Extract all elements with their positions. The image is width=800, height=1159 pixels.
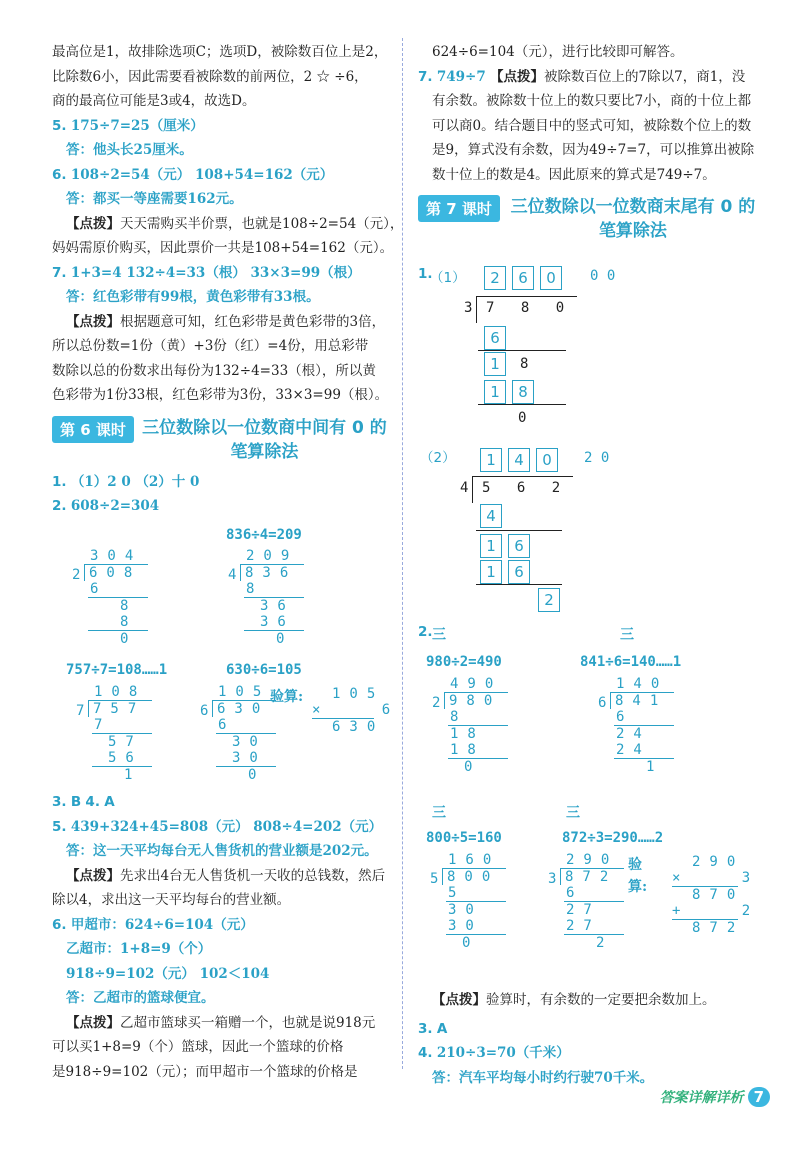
quotient-box: 0 [536, 448, 558, 472]
l7-check-label-1: 验 [628, 857, 642, 873]
l6-q6-tip-line-2: 可以买1+8=9（个）篮球，因此一个篮球的价格 [52, 1039, 344, 1055]
q7-equation: 1+3=4 132÷4=33（根） 33×3=99（根） [70, 264, 361, 281]
l6-q4-number: 4. [85, 794, 100, 810]
r-q7-tip-line-5: 数十位上的数是4。因此原来的算式是749÷7。 [432, 166, 716, 183]
l7-q1-p2-quotient-boxes [480, 448, 564, 472]
l6-q2-eq1: 608÷2=304 [70, 498, 160, 514]
step-box-4: 4 [480, 504, 508, 528]
l7-q2-eq1: 980÷2=490 [426, 654, 502, 670]
remainder-0: 0 [518, 410, 527, 426]
q6-answer: 答：都买一等座需要162元。 [66, 191, 243, 207]
quotient-box: 6 [512, 266, 534, 290]
check-290-times-3-plus-2: 290 × 3 870 + 2 872 [672, 854, 760, 936]
l7-q4-answer: 答：汽车平均每小时约行驶70千米。 [432, 1069, 654, 1086]
l6-q6-eq1: 甲超市：624÷6=104（元） [70, 916, 254, 933]
l6-q6-eq2: 乙超市：1+8=9（个） [66, 941, 212, 957]
quotient-box: 1 [480, 448, 502, 472]
column-divider [402, 38, 403, 1069]
l7-q2-word-4: 三 [566, 805, 580, 821]
lesson-7-title: 三位数除以一位数商末尾有 0 的笔算除法 [510, 197, 756, 241]
q6-equation: 108÷2=54（元） 108+54=162（元） [70, 166, 334, 183]
l6-q2-eq4: 630÷6=105 [226, 662, 302, 678]
division-630-by-6: 105 630 6 6 30 30 0 [200, 684, 276, 783]
r-q7-tip-line-2: 有余数。被除数十位上的数只要比7小，商的十位上都 [432, 93, 752, 109]
intro-line-1: 最高位是1，故排除选项C；选项D，被除数百位上是2， [52, 44, 388, 60]
division-841-by-6: 140 841 6 6 24 24 1 [598, 676, 674, 775]
l6-q5-tip-label: 【点拨】 [66, 867, 120, 884]
quotient-box: 0 [540, 266, 562, 290]
l7-q2-word-1: 三 [432, 627, 446, 643]
l7-q2-word-3: 三 [432, 805, 446, 821]
l7-q3-answer: A [436, 1020, 448, 1037]
right-column-lower [418, 988, 758, 1090]
r-q7-tip-line-1: 被除数百位上的7除以7，商1，没 [544, 68, 746, 85]
l6-q6-eq3: 918÷9=102（元） 102＜104 [66, 965, 270, 982]
footer-label: 答案详解详析 [659, 1090, 744, 1106]
l6-q6-number: 6. [52, 916, 67, 933]
l6-q4-answer: A [104, 794, 115, 810]
l6-q1-answer: （1）2 0 （2）十 0 [70, 473, 200, 490]
l7-q3-number: 3. [418, 1020, 433, 1037]
l7-tip-label: 【点拨】 [432, 992, 486, 1008]
r-q7-tip-line-4: 是9，算式没有余数，因为49÷7=7，可以推算出被除 [432, 142, 755, 158]
l7-q2-number: 2. [418, 624, 433, 640]
l6-q5-tip-line-2: 除以4，求出这一天平均每台的营业额。 [52, 892, 291, 908]
l7-q1-part1: （1） [430, 270, 466, 286]
q7-tip-line-3: 数除以总的份数求出每份为132÷4=33（根），所以黄 [52, 362, 376, 379]
l7-q4-number: 4. [418, 1045, 433, 1061]
l6-q6-tip-label: 【点拨】 [66, 1014, 120, 1031]
q7-number: 7. [52, 264, 67, 281]
l6-q3-answer: B [70, 794, 82, 810]
division-bar [476, 530, 562, 531]
intro-line-3: 商的最高位可能是3或4，故选D。 [52, 93, 256, 109]
lesson-7-header [418, 195, 758, 243]
l6-q6-tip-line-1: 乙超市篮球买一箱赠一个，也就是说918元 [120, 1014, 376, 1031]
q7-tip-label: 【点拨】 [66, 313, 120, 330]
q7-tip-line-4: 色彩带为1份33根，红色彩带为3份，33×3=99（根）。 [52, 387, 389, 403]
division-872-by-3: 290 872 3 6 27 27 2 [548, 852, 624, 951]
l7-q2-word-2: 三 [620, 627, 634, 643]
r-q7-number: 7. [418, 68, 433, 85]
division-980-by-2: 490 980 2 8 18 18 0 [432, 676, 508, 775]
l6-q1-number: 1. [52, 473, 67, 490]
step-digit-8: 8 [520, 356, 529, 372]
l6-q2-eq2: 836÷4=209 [226, 527, 302, 543]
l7-q2-eq4: 872÷3=290……2 [562, 830, 664, 846]
division-bar [478, 350, 566, 351]
l6-q5-number: 5. [52, 818, 67, 835]
left-column [52, 40, 404, 519]
left-column-lower [52, 790, 387, 1084]
l6-q5-tip-line-1: 先求出4台无人售货机一天收的总钱数，然后 [120, 867, 386, 884]
l6-q5-answer: 答：这一天平均每台无人售货机的营业额是202元。 [66, 843, 378, 859]
l7-q1-number: 1. [418, 266, 433, 282]
division-bar [478, 404, 566, 405]
division-bar [476, 584, 562, 585]
page-footer [660, 1087, 770, 1107]
lesson-6-badge: 第 6 课时 [52, 416, 134, 443]
step-box-1: 1 [484, 352, 512, 376]
q7-answer: 答：红色彩带有99根，黄色彩带有33根。 [66, 289, 320, 305]
l7-q1-extra-1: 0 0 [590, 268, 616, 284]
division-608-by-2: 304 608 2 6 8 8 0 [72, 548, 148, 647]
l6-q2-eq3: 757÷7=108……1 [66, 662, 168, 678]
l7-q2-eq3: 800÷5=160 [426, 830, 502, 846]
l6-q6-answer: 答：乙超市的篮球便宜。 [66, 990, 215, 1006]
l6-check-label: 验算: [270, 689, 304, 705]
r-q7-tip-label: 【点拨】 [490, 68, 545, 85]
l7-q4-equation: 210÷3=70（千米） [436, 1045, 570, 1061]
step-box-18: 1 8 [484, 380, 540, 404]
check-105-times-6: 105 × 6 630 [312, 686, 400, 735]
l6-q2-number: 2. [52, 498, 67, 514]
quotient-box: 2 [484, 266, 506, 290]
q6-tip-line-2: 妈妈需原价购买，因此票价一共是108+54=162（元）。 [52, 240, 394, 256]
lesson-6-header [52, 416, 387, 464]
q7-tip-line-1: 根据题意可知，红色彩带是黄色彩带的3倍， [120, 313, 386, 330]
l7-q1-part2: （2） [420, 450, 456, 466]
q5-equation: 175÷7=25（厘米） [70, 117, 204, 134]
l7-q2-eq2: 841÷6=140……1 [580, 654, 682, 670]
step-box-2: 2 [538, 588, 566, 612]
division-800-by-5: 160 800 5 5 30 30 0 [430, 852, 506, 951]
quotient-box: 4 [508, 448, 530, 472]
r-q7-tip-line-3: 可以商0。结合题目中的竖式可知，被除数个位上的数 [432, 117, 752, 134]
right-column [418, 40, 758, 249]
lesson-6-title: 三位数除以一位数商中间有 0 的笔算除法 [142, 417, 387, 462]
lesson-7-badge: 第 7 课时 [418, 195, 500, 222]
r-continuation: 624÷6=104（元），进行比较即可解答。 [432, 44, 684, 60]
r-q7-equation: 749÷7 [436, 68, 486, 85]
intro-line-2: 比除数6小，因此需要看被除数的前两位，2 ☆ ÷6， [52, 68, 368, 85]
l6-q3-number: 3. [52, 794, 67, 810]
q5-answer: 答：他头长25厘米。 [66, 142, 193, 158]
l6-q5-equation: 439+324+45=808（元） 808÷4=202（元） [70, 818, 383, 835]
division-836-by-4: 209 836 4 8 36 36 0 [228, 548, 304, 647]
step-box-16b: 1 6 [480, 560, 536, 584]
l7-check-label-2: 算: [628, 879, 648, 895]
q5-number: 5. [52, 117, 67, 134]
q6-tip-line-1: 天天需购买半价票，也就是108÷2=54（元）， [120, 215, 404, 232]
division-757-by-7: 108 757 7 7 57 56 1 [76, 684, 152, 783]
l6-q6-tip-line-3: 是918÷9=102（元）；而甲超市一个篮球的价格是 [52, 1063, 358, 1080]
l7-q1-quotient-boxes [484, 266, 568, 290]
page-number: 7 [748, 1087, 770, 1107]
step-box-16a: 1 6 [480, 534, 536, 558]
step-box-6: 6 [484, 326, 512, 350]
l7-q1-extra-2: 2 0 [584, 450, 610, 466]
q6-number: 6. [52, 166, 67, 183]
l7-tip-text: 验算时，有余数的一定要把余数加上。 [486, 992, 716, 1008]
q7-tip-line-2: 所以总份数=1份（黄）+3份（红）=4份，用总彩带 [52, 338, 369, 354]
q6-tip-label: 【点拨】 [66, 215, 120, 232]
